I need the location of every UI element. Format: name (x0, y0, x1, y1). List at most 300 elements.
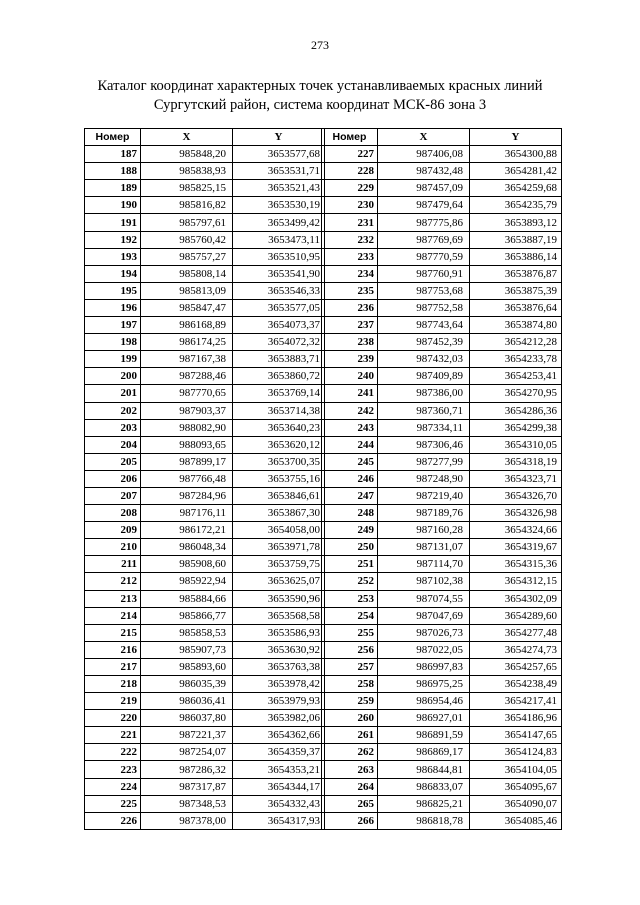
y-coordinate-cell: 3653886,14 (470, 248, 562, 265)
x-coordinate-cell: 988093,65 (141, 436, 233, 453)
header-y: Y (233, 129, 325, 146)
header-x: X (378, 129, 470, 146)
table-row (322, 761, 562, 778)
point-number-cell: 254 (322, 607, 378, 624)
y-coordinate-cell: 3654270,95 (470, 385, 562, 402)
point-number-cell: 212 (85, 573, 141, 590)
y-coordinate-cell: 3654147,65 (470, 727, 562, 744)
point-number-cell: 263 (322, 761, 378, 778)
point-number-cell: 215 (85, 624, 141, 641)
table-row (322, 795, 562, 812)
y-coordinate-cell: 3654233,78 (470, 351, 562, 368)
y-coordinate-cell: 3654324,66 (470, 522, 562, 539)
point-number-cell: 240 (322, 368, 378, 385)
table-header-row (322, 129, 562, 146)
x-coordinate-cell: 987409,89 (378, 368, 470, 385)
point-number-cell: 239 (322, 351, 378, 368)
y-coordinate-cell: 3653759,75 (233, 556, 325, 573)
x-coordinate-cell: 987769,69 (378, 231, 470, 248)
table-row (85, 299, 325, 316)
table-row (85, 385, 325, 402)
point-number-cell: 211 (85, 556, 141, 573)
y-coordinate-cell: 3654095,67 (470, 778, 562, 795)
y-coordinate-cell: 3654090,07 (470, 795, 562, 812)
table-row (322, 487, 562, 504)
y-coordinate-cell: 3654104,05 (470, 761, 562, 778)
table-row (85, 419, 325, 436)
x-coordinate-cell: 987479,64 (378, 197, 470, 214)
x-coordinate-cell: 986954,46 (378, 693, 470, 710)
table-row (322, 744, 562, 761)
table-row (85, 317, 325, 334)
y-coordinate-cell: 3654085,46 (470, 812, 562, 829)
table-row (85, 282, 325, 299)
y-coordinate-cell: 3654359,37 (233, 744, 325, 761)
point-number-cell: 224 (85, 778, 141, 795)
point-number-cell: 193 (85, 248, 141, 265)
point-number-cell: 236 (322, 299, 378, 316)
y-coordinate-cell: 3653530,19 (233, 197, 325, 214)
x-coordinate-cell: 987176,11 (141, 505, 233, 522)
table-row (85, 744, 325, 761)
y-coordinate-cell: 3654315,36 (470, 556, 562, 573)
y-coordinate-cell: 3654302,09 (470, 590, 562, 607)
table-row (85, 573, 325, 590)
y-coordinate-cell: 3653577,68 (233, 146, 325, 163)
y-coordinate-cell: 3654319,67 (470, 539, 562, 556)
table-row (322, 607, 562, 624)
x-coordinate-cell: 986844,81 (378, 761, 470, 778)
point-number-cell: 217 (85, 658, 141, 675)
y-coordinate-cell: 3653630,92 (233, 641, 325, 658)
x-coordinate-cell: 987432,48 (378, 163, 470, 180)
table-row (85, 351, 325, 368)
coordinates-table-right (321, 128, 562, 830)
x-coordinate-cell: 987254,07 (141, 744, 233, 761)
y-coordinate-cell: 3653714,38 (233, 402, 325, 419)
page-title (0, 77, 640, 115)
y-coordinate-cell: 3653755,16 (233, 470, 325, 487)
y-coordinate-cell: 3654332,43 (233, 795, 325, 812)
point-number-cell: 247 (322, 487, 378, 504)
point-number-cell: 255 (322, 624, 378, 641)
x-coordinate-cell: 987277,99 (378, 453, 470, 470)
x-coordinate-cell: 985797,61 (141, 214, 233, 231)
table-row (322, 419, 562, 436)
point-number-cell: 252 (322, 573, 378, 590)
table-row (85, 607, 325, 624)
table-row (85, 778, 325, 795)
x-coordinate-cell: 987248,90 (378, 470, 470, 487)
x-coordinate-cell: 987766,48 (141, 470, 233, 487)
table-row (85, 658, 325, 675)
y-coordinate-cell: 3653568,58 (233, 607, 325, 624)
table-row (322, 163, 562, 180)
y-coordinate-cell: 3654259,68 (470, 180, 562, 197)
x-coordinate-cell: 987760,91 (378, 265, 470, 282)
x-coordinate-cell: 987752,58 (378, 299, 470, 316)
point-number-cell: 244 (322, 436, 378, 453)
x-coordinate-cell: 987770,59 (378, 248, 470, 265)
x-coordinate-cell: 985760,42 (141, 231, 233, 248)
table-row (85, 231, 325, 248)
point-number-cell: 198 (85, 334, 141, 351)
point-number-cell: 190 (85, 197, 141, 214)
table-row (85, 539, 325, 556)
point-number-cell: 189 (85, 180, 141, 197)
point-number-cell: 205 (85, 453, 141, 470)
table-row (322, 710, 562, 727)
x-coordinate-cell: 986035,39 (141, 676, 233, 693)
x-coordinate-cell: 987378,00 (141, 812, 233, 829)
y-coordinate-cell: 3653763,38 (233, 658, 325, 675)
point-number-cell: 234 (322, 265, 378, 282)
point-number-cell: 249 (322, 522, 378, 539)
page-number: 273 (311, 38, 329, 52)
x-coordinate-cell: 986048,34 (141, 539, 233, 556)
table-row (85, 368, 325, 385)
table-row (85, 436, 325, 453)
point-number-cell: 201 (85, 385, 141, 402)
table-row (322, 197, 562, 214)
table-row (322, 248, 562, 265)
y-coordinate-cell: 3653860,72 (233, 368, 325, 385)
point-number-cell: 248 (322, 505, 378, 522)
point-number-cell: 221 (85, 727, 141, 744)
point-number-cell: 216 (85, 641, 141, 658)
x-coordinate-cell: 985866,77 (141, 607, 233, 624)
header-y: Y (470, 129, 562, 146)
x-coordinate-cell: 985825,15 (141, 180, 233, 197)
table-row (322, 146, 562, 163)
x-coordinate-cell: 987219,40 (378, 487, 470, 504)
y-coordinate-cell: 3653499,42 (233, 214, 325, 231)
y-coordinate-cell: 3653577,05 (233, 299, 325, 316)
table-row (322, 402, 562, 419)
x-coordinate-cell: 987167,38 (141, 351, 233, 368)
y-coordinate-cell: 3654281,42 (470, 163, 562, 180)
table-row (322, 573, 562, 590)
x-coordinate-cell: 985838,93 (141, 163, 233, 180)
table-row (85, 676, 325, 693)
table-row (322, 436, 562, 453)
x-coordinate-cell: 985893,60 (141, 658, 233, 675)
x-coordinate-cell: 987047,69 (378, 607, 470, 624)
point-number-cell: 246 (322, 470, 378, 487)
y-coordinate-cell: 3654326,98 (470, 505, 562, 522)
table-row (322, 317, 562, 334)
point-number-cell: 258 (322, 676, 378, 693)
point-number-cell: 199 (85, 351, 141, 368)
y-coordinate-cell: 3654323,71 (470, 470, 562, 487)
point-number-cell: 229 (322, 180, 378, 197)
table-row (322, 522, 562, 539)
y-coordinate-cell: 3654362,66 (233, 727, 325, 744)
table-row (322, 539, 562, 556)
table-row (85, 710, 325, 727)
point-number-cell: 251 (322, 556, 378, 573)
x-coordinate-cell: 986891,59 (378, 727, 470, 744)
table-row (85, 197, 325, 214)
y-coordinate-cell: 3653510,95 (233, 248, 325, 265)
x-coordinate-cell: 985816,82 (141, 197, 233, 214)
table-row (85, 146, 325, 163)
y-coordinate-cell: 3653979,93 (233, 693, 325, 710)
x-coordinate-cell: 987022,05 (378, 641, 470, 658)
y-coordinate-cell: 3653541,90 (233, 265, 325, 282)
point-number-cell: 226 (85, 812, 141, 829)
x-coordinate-cell: 985907,73 (141, 641, 233, 658)
x-coordinate-cell: 987102,38 (378, 573, 470, 590)
point-number-cell: 265 (322, 795, 378, 812)
point-number-cell: 264 (322, 778, 378, 795)
x-coordinate-cell: 985884,66 (141, 590, 233, 607)
point-number-cell: 250 (322, 539, 378, 556)
x-coordinate-cell: 987743,64 (378, 317, 470, 334)
point-number-cell: 227 (322, 146, 378, 163)
y-coordinate-cell: 3653887,19 (470, 231, 562, 248)
table-row (322, 676, 562, 693)
point-number-cell: 196 (85, 299, 141, 316)
x-coordinate-cell: 986172,21 (141, 522, 233, 539)
table-row (322, 658, 562, 675)
table-row (85, 180, 325, 197)
y-coordinate-cell: 3654312,15 (470, 573, 562, 590)
table-row (322, 641, 562, 658)
x-coordinate-cell: 987131,07 (378, 539, 470, 556)
x-coordinate-cell: 987903,37 (141, 402, 233, 419)
header-number: Номер (322, 129, 378, 146)
x-coordinate-cell: 987334,11 (378, 419, 470, 436)
table-row (85, 522, 325, 539)
x-coordinate-cell: 987306,46 (378, 436, 470, 453)
x-coordinate-cell: 987452,39 (378, 334, 470, 351)
y-coordinate-cell: 3653971,78 (233, 539, 325, 556)
point-number-cell: 238 (322, 334, 378, 351)
point-number-cell: 259 (322, 693, 378, 710)
point-number-cell: 209 (85, 522, 141, 539)
table-row (322, 351, 562, 368)
point-number-cell: 228 (322, 163, 378, 180)
point-number-cell: 261 (322, 727, 378, 744)
point-number-cell: 222 (85, 744, 141, 761)
y-coordinate-cell: 3654238,49 (470, 676, 562, 693)
table-row (322, 505, 562, 522)
point-number-cell: 210 (85, 539, 141, 556)
table-row (85, 727, 325, 744)
point-number-cell: 235 (322, 282, 378, 299)
point-number-cell: 242 (322, 402, 378, 419)
point-number-cell: 256 (322, 641, 378, 658)
x-coordinate-cell: 987753,68 (378, 282, 470, 299)
table-row (85, 556, 325, 573)
table-row (85, 402, 325, 419)
header-number: Номер (85, 129, 141, 146)
table-row (85, 624, 325, 641)
table-row (322, 180, 562, 197)
x-coordinate-cell: 985908,60 (141, 556, 233, 573)
point-number-cell: 262 (322, 744, 378, 761)
table-row (85, 505, 325, 522)
table-row (322, 812, 562, 829)
y-coordinate-cell: 3653978,42 (233, 676, 325, 693)
table-row (85, 641, 325, 658)
y-coordinate-cell: 3654073,37 (233, 317, 325, 334)
x-coordinate-cell: 987074,55 (378, 590, 470, 607)
y-coordinate-cell: 3653846,61 (233, 487, 325, 504)
point-number-cell: 194 (85, 265, 141, 282)
table-row (85, 334, 325, 351)
y-coordinate-cell: 3654235,79 (470, 197, 562, 214)
table-header-row (85, 129, 325, 146)
y-coordinate-cell: 3653875,39 (470, 282, 562, 299)
x-coordinate-cell: 985757,27 (141, 248, 233, 265)
y-coordinate-cell: 3654257,65 (470, 658, 562, 675)
y-coordinate-cell: 3653640,23 (233, 419, 325, 436)
x-coordinate-cell: 987386,00 (378, 385, 470, 402)
x-coordinate-cell: 986037,80 (141, 710, 233, 727)
x-coordinate-cell: 986036,41 (141, 693, 233, 710)
point-number-cell: 204 (85, 436, 141, 453)
x-coordinate-cell: 986927,01 (378, 710, 470, 727)
point-number-cell: 187 (85, 146, 141, 163)
table-row (322, 265, 562, 282)
x-coordinate-cell: 987288,46 (141, 368, 233, 385)
point-number-cell: 257 (322, 658, 378, 675)
y-coordinate-cell: 3654277,48 (470, 624, 562, 641)
x-coordinate-cell: 987114,70 (378, 556, 470, 573)
x-coordinate-cell: 986168,89 (141, 317, 233, 334)
table-row (85, 795, 325, 812)
y-coordinate-cell: 3654289,60 (470, 607, 562, 624)
y-coordinate-cell: 3653546,33 (233, 282, 325, 299)
x-coordinate-cell: 987770,65 (141, 385, 233, 402)
table-row (322, 470, 562, 487)
table-row (322, 214, 562, 231)
point-number-cell: 245 (322, 453, 378, 470)
title-line-1: Каталог координат характерных точек устанавливаемых красных линий (97, 78, 543, 94)
table-row (85, 248, 325, 265)
x-coordinate-cell: 986818,78 (378, 812, 470, 829)
y-coordinate-cell: 3654212,28 (470, 334, 562, 351)
point-number-cell: 241 (322, 385, 378, 402)
y-coordinate-cell: 3654072,32 (233, 334, 325, 351)
table-row (322, 334, 562, 351)
table-row (85, 693, 325, 710)
table-row (322, 385, 562, 402)
y-coordinate-cell: 3653586,93 (233, 624, 325, 641)
table-row (85, 214, 325, 231)
point-number-cell: 197 (85, 317, 141, 334)
x-coordinate-cell: 987286,32 (141, 761, 233, 778)
point-number-cell: 207 (85, 487, 141, 504)
y-coordinate-cell: 3654326,70 (470, 487, 562, 504)
point-number-cell: 192 (85, 231, 141, 248)
x-coordinate-cell: 986975,25 (378, 676, 470, 693)
table-row (322, 624, 562, 641)
y-coordinate-cell: 3654058,00 (233, 522, 325, 539)
y-coordinate-cell: 3654253,41 (470, 368, 562, 385)
point-number-cell: 232 (322, 231, 378, 248)
x-coordinate-cell: 987284,96 (141, 487, 233, 504)
point-number-cell: 233 (322, 248, 378, 265)
point-number-cell: 243 (322, 419, 378, 436)
table-row (322, 727, 562, 744)
x-coordinate-cell: 987348,53 (141, 795, 233, 812)
point-number-cell: 200 (85, 368, 141, 385)
x-coordinate-cell: 987160,28 (378, 522, 470, 539)
table-row (85, 470, 325, 487)
x-coordinate-cell: 985847,47 (141, 299, 233, 316)
y-coordinate-cell: 3654317,93 (233, 812, 325, 829)
table-row (85, 265, 325, 282)
title-line-2: Сургутский район, система координат МСК-86 зона 3 (153, 97, 487, 113)
y-coordinate-cell: 3653867,30 (233, 505, 325, 522)
y-coordinate-cell: 3653620,12 (233, 436, 325, 453)
y-coordinate-cell: 3653531,71 (233, 163, 325, 180)
table-row (322, 231, 562, 248)
point-number-cell: 191 (85, 214, 141, 231)
point-number-cell: 203 (85, 419, 141, 436)
y-coordinate-cell: 3654318,19 (470, 453, 562, 470)
y-coordinate-cell: 3654217,41 (470, 693, 562, 710)
x-coordinate-cell: 985808,14 (141, 265, 233, 282)
table-row (85, 487, 325, 504)
y-coordinate-cell: 3654300,88 (470, 146, 562, 163)
table-row (322, 693, 562, 710)
point-number-cell: 220 (85, 710, 141, 727)
header-x: X (141, 129, 233, 146)
x-coordinate-cell: 986997,83 (378, 658, 470, 675)
point-number-cell: 195 (85, 282, 141, 299)
y-coordinate-cell: 3653874,80 (470, 317, 562, 334)
y-coordinate-cell: 3653876,87 (470, 265, 562, 282)
table-row (322, 299, 562, 316)
point-number-cell: 253 (322, 590, 378, 607)
x-coordinate-cell: 987317,87 (141, 778, 233, 795)
y-coordinate-cell: 3654124,83 (470, 744, 562, 761)
point-number-cell: 223 (85, 761, 141, 778)
point-number-cell: 208 (85, 505, 141, 522)
y-coordinate-cell: 3654310,05 (470, 436, 562, 453)
x-coordinate-cell: 987026,73 (378, 624, 470, 641)
table-row (322, 778, 562, 795)
y-coordinate-cell: 3653893,12 (470, 214, 562, 231)
y-coordinate-cell: 3654353,21 (233, 761, 325, 778)
point-number-cell: 214 (85, 607, 141, 624)
x-coordinate-cell: 985813,09 (141, 282, 233, 299)
y-coordinate-cell: 3653590,96 (233, 590, 325, 607)
table-row (85, 761, 325, 778)
table-row (322, 282, 562, 299)
y-coordinate-cell: 3654299,38 (470, 419, 562, 436)
point-number-cell: 225 (85, 795, 141, 812)
x-coordinate-cell: 988082,90 (141, 419, 233, 436)
y-coordinate-cell: 3653473,11 (233, 231, 325, 248)
table-row (322, 453, 562, 470)
table-row (322, 590, 562, 607)
table-row (322, 368, 562, 385)
y-coordinate-cell: 3653625,07 (233, 573, 325, 590)
x-coordinate-cell: 987899,17 (141, 453, 233, 470)
table-row (85, 453, 325, 470)
table-row (85, 163, 325, 180)
x-coordinate-cell: 987221,37 (141, 727, 233, 744)
x-coordinate-cell: 987457,09 (378, 180, 470, 197)
y-coordinate-cell: 3654186,96 (470, 710, 562, 727)
y-coordinate-cell: 3653876,64 (470, 299, 562, 316)
x-coordinate-cell: 986825,21 (378, 795, 470, 812)
